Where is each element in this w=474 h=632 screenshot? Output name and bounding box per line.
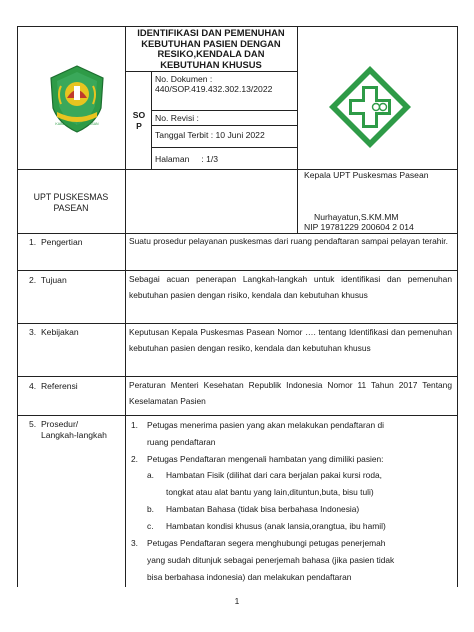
- page-number: 1: [234, 596, 240, 606]
- puskesmas-logo: [327, 64, 413, 150]
- header-divider-2: [151, 71, 152, 169]
- step-2a-number: a.: [147, 470, 154, 480]
- step-3-line-2: yang sudah ditunjuk sebagai penerjemah bahasa (jika pasien tidak: [147, 555, 395, 565]
- section-line-4: [17, 415, 458, 416]
- section-label-kebijakan: 3. Kebijakan: [29, 327, 79, 337]
- section-text-tujuan: Sebagai acuan penerapan Langkah-langkah untuk identifikasi dan pemenuhan kebutuhan pasien dengan risiko, kendala dan kebutuhan khusus: [129, 274, 452, 301]
- sop-title: IDENTIFIKASI DAN PEMENUHAN KEBUTUHAN PASIEN DENGAN RESIKO,KENDALA DAN KEBUTUHAN KHUSUS: [137, 27, 285, 70]
- step-2-number: 2.: [131, 454, 138, 464]
- issue-date: Tanggal Terbit : 10 Juni 2022: [155, 130, 265, 140]
- title-bottom-line: [125, 71, 298, 72]
- page-count: Halaman : 1/3: [155, 154, 219, 164]
- docno-bottom-line: [151, 110, 298, 111]
- section-text-referensi: Peraturan Menteri Kesehatan Republik Indonesia Nomor 11 Tahun 2017 Tentang Keselamatan Pasien: [129, 380, 452, 407]
- step-1-line-2: ruang pendaftaran: [147, 437, 216, 447]
- signer-title: Kepala UPT Puskesmas Pasean: [304, 170, 429, 180]
- step-2a-line-2: tongkat atau alat bantu yang lain,dituntun,buta, bisu tuli): [166, 487, 374, 497]
- section-label-pengertian: 1. Pengertian: [29, 237, 83, 247]
- step-1-line-1: Petugas menerima pasien yang akan melakukan pendaftaran di: [147, 420, 384, 430]
- step-2b-number: b.: [147, 504, 154, 514]
- tanggal-bottom-line: [151, 147, 298, 148]
- section-label-prosedur: 5. Prosedur/ Langkah-langkah: [29, 419, 107, 440]
- step-3-line-3: bisa berbahasa indonesia) dan melakukan pendaftaran: [147, 572, 352, 582]
- regency-logo-caption: KABUPATEN PAMEKASAN: [55, 122, 99, 126]
- org-name: UPT PUSKESMAS PASEAN: [33, 192, 109, 213]
- step-2a-line-1: Hambatan Fisik (dilihat dari cara berjalan pakai kursi roda,: [166, 470, 382, 480]
- table-border-right: [457, 26, 458, 587]
- step-2c-line-1: Hambatan kondisi khusus (anak lansia,orangtua, ibu hamil): [166, 521, 386, 531]
- step-2b-line-1: Hambatan Bahasa (tidak bisa berbahasa Indonesia): [166, 504, 360, 514]
- header-divider-1: [125, 26, 126, 233]
- section-label-referensi: 4. Referensi: [29, 381, 78, 391]
- step-2c-number: c.: [147, 521, 154, 531]
- step-1-number: 1.: [131, 420, 138, 430]
- doc-number-label: No. Dokumen :: [155, 74, 213, 84]
- doc-number-value: 440/SOP.419.432.302.13/2022: [155, 84, 273, 94]
- header-divider-3: [297, 26, 298, 233]
- revision-label: No. Revisi :: [155, 113, 199, 123]
- section-label-tujuan: 2. Tujuan: [29, 275, 67, 285]
- step-3-line-1: Petugas Pendaftaran segera menghubungi petugas penerjemah: [147, 538, 386, 548]
- section-text-kebijakan: Keputusan Kepala Puskesmas Pasean Nomor …. tentang Identifikasi dan pemenuhan kebutuhan pasien dengan resiko, kendala dan kebutuhan khusus: [129, 327, 452, 354]
- section-label-divider: [125, 233, 126, 587]
- step-3-number: 3.: [131, 538, 138, 548]
- section-text-pengertian: Suatu prosedur pelayanan puskesmas dari ruang pendaftaran sampai pelayan terahir.: [129, 236, 448, 246]
- revisi-bottom-line: [151, 125, 298, 126]
- step-2-line-1: Petugas Pendaftaran mengenali hambatan yang dimiliki pasien:: [147, 454, 384, 464]
- table-border-left: [17, 26, 18, 587]
- signer-nip: NIP 19781229 200604 2 014: [304, 222, 414, 232]
- puskesmas-cross-icon: [327, 64, 413, 150]
- sop-label: SO P: [132, 110, 146, 131]
- signer-name: Nurhayatun,S.KM.MM: [314, 212, 399, 222]
